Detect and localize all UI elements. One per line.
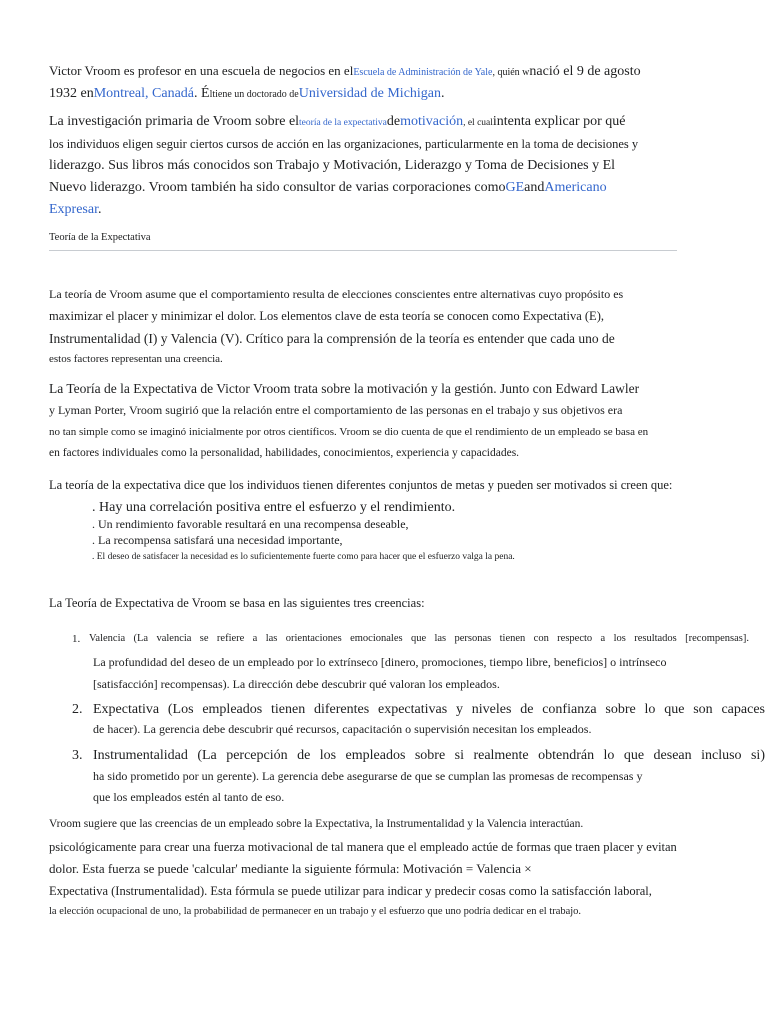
- belief-item: . La recompensa satisfará una necesidad importante,: [92, 533, 343, 547]
- p2-text: Nuevo liderazgo. Vroom también ha sido consultor de varias corporaciones como: [49, 180, 506, 195]
- link-expresar[interactable]: Expresar: [49, 202, 98, 217]
- list-item-3-line-3: que los empleados estén al tanto de eso.: [93, 790, 285, 804]
- p2-text: .: [97, 202, 102, 217]
- p3-line-1: La teoría de Vroom asume que el comportamiento resulta de elecciones conscientes entre alternativas cuyo propósito es: [49, 287, 624, 301]
- belief-item: . Hay una correlación positiva entre el esfuerzo y el rendimiento.: [92, 500, 456, 515]
- intro-text: 1932 en: [49, 86, 94, 101]
- link-motivacion[interactable]: motivación: [400, 114, 464, 129]
- p4-line-3: no tan simple como se imaginó inicialmente por otros científicos. Vroom se dio cuenta de que el rendimiento de un empleado se basa en: [49, 426, 649, 438]
- p3-line-2: maximizar el placer y minimizar el dolor. Los elementos clave de esta teoría se conocen como Expectativa (E),: [49, 309, 604, 323]
- p2-text-small: , el cual: [463, 118, 493, 128]
- link-teoria-expectativa[interactable]: teoría de la expectativa: [299, 118, 387, 128]
- link-americano[interactable]: Americano: [544, 180, 607, 195]
- intro-text-small: , quién w: [492, 67, 530, 78]
- section-divider: [49, 250, 677, 251]
- list-item-3-line-1: Instrumentalidad (La percepción de los empleados sobre si realmente obtendrán lo que desean incluso si): [93, 748, 765, 763]
- p7-line-2: psicológicamente para crear una fuerza motivacional de tal manera que el empleado actúe de formas que traen placer y evitan: [49, 840, 677, 854]
- intro-text: nació el 9 de agosto: [529, 64, 641, 79]
- p3-line-3: Instrumentalidad (I) y Valencia (V). Crítico para la comprensión de la teoría es entender que cada uno de: [49, 331, 615, 346]
- p7-line-5: la elección ocupacional de uno, la probabilidad de permanecer en un trabajo y el esfuerzo que uno podría dedicar en el trabajo.: [49, 906, 582, 917]
- p2-text: and: [524, 180, 545, 195]
- p2-line-3: liderazgo. Sus libros más conocidos son Trabajo y Motivación, Liderazgo y Toma de Decisiones y El: [49, 158, 616, 173]
- belief-item: . El deseo de satisfacer la necesidad es lo suficientemente fuerte como para hacer que el esfuerzo valga la pena.: [92, 552, 515, 562]
- p5-text: La teoría de la expectativa dice que los individuos tienen diferentes conjuntos de metas y pueden ser motivados si creen que:: [49, 478, 673, 492]
- p4-line-2: y Lyman Porter, Vroom sugirió que la relación entre el comportamiento de las personas en el trabajo y sus objetivos era: [49, 403, 623, 417]
- list-number: 2.: [72, 702, 83, 717]
- p2-text: intenta explicar por qué: [492, 114, 626, 129]
- list-item-1-line-2: La profundidad del deseo de un empleado por lo extrínseco [dinero, promociones, tiempo libre, beneficios] o intrínseco: [93, 655, 667, 669]
- list-number: 1.: [72, 633, 81, 645]
- p7-line-1: Vroom sugiere que las creencias de un empleado sobre la Expectativa, la Instrumentalidad y la Valencia interactúan.: [49, 818, 584, 830]
- link-michigan[interactable]: Universidad de Michigan: [298, 86, 442, 101]
- p2-line-4: [49, 180, 607, 196]
- p3-line-4: estos factores representan una creencia.: [49, 353, 223, 365]
- intro-line-1: [49, 64, 641, 80]
- p2-text: de: [386, 114, 401, 129]
- belief-item: . Un rendimiento favorable resultará en una recompensa deseable,: [92, 517, 409, 531]
- list-item-2-line-2: de hacer). La gerencia debe descubrir qué recursos, capacitación o supervisión necesitan los empleados.: [93, 722, 592, 736]
- intro-line-2: [49, 86, 445, 102]
- p6-text: La Teoría de Expectativa de Vroom se basa en las siguientes tres creencias:: [49, 596, 425, 610]
- intro-text: . É: [194, 86, 210, 101]
- link-yale[interactable]: Escuela de Administración de Yale: [353, 67, 493, 78]
- list-item-3-line-2: ha sido prometido por un gerente). La gerencia debe asegurarse de que se cumplan las promesas de recompensas y: [93, 769, 643, 783]
- link-montreal[interactable]: Montreal, Canadá: [93, 86, 195, 101]
- intro-text-small: ltiene un doctorado de: [209, 89, 299, 100]
- p2-line-2: los individuos eligen seguir ciertos cursos de acción en las organizaciones, particularmente en la toma de decisiones y: [49, 137, 639, 151]
- p4-line-1: La Teoría de la Expectativa de Victor Vroom trata sobre la motivación y la gestión. Junto con Edward Lawler: [49, 381, 640, 396]
- list-number: 3.: [72, 748, 83, 763]
- link-ge[interactable]: GE: [505, 180, 525, 195]
- p7-line-4: Expectativa (Instrumentalidad). Esta fórmula se puede utilizar para indicar y predecir cosas como la satisfacción laboral,: [49, 884, 652, 898]
- p7-line-3: dolor. Esta fuerza se puede 'calcular' mediante la siguiente fórmula: Motivación = Valencia ×: [49, 861, 532, 876]
- p2-line-5: [49, 202, 101, 218]
- p2-line-1: [49, 114, 625, 130]
- list-item-1-line-3: [satisfacción] recompensas). La dirección debe descubrir qué valoran los empleados.: [93, 677, 500, 691]
- p2-text: La investigación primaria de Vroom sobre el: [49, 114, 300, 129]
- intro-text: Victor Vroom es profesor en una escuela de negocios en el: [49, 63, 354, 78]
- p4-line-4: en factores individuales como la personalidad, habilidades, conocimientos, experiencia y capacidades.: [49, 447, 520, 459]
- list-item-1-line-1: Valencia (La valencia se refiere a las orientaciones emocionales que las personas tienen con respecto a los resultados [recompensas].: [89, 633, 749, 644]
- section-heading: Teoría de la Expectativa: [49, 232, 151, 243]
- list-item-2-line-1: Expectativa (Los empleados tienen diferentes expectativas y niveles de confianza sobre lo que son capaces: [93, 702, 765, 717]
- intro-text: .: [441, 86, 445, 101]
